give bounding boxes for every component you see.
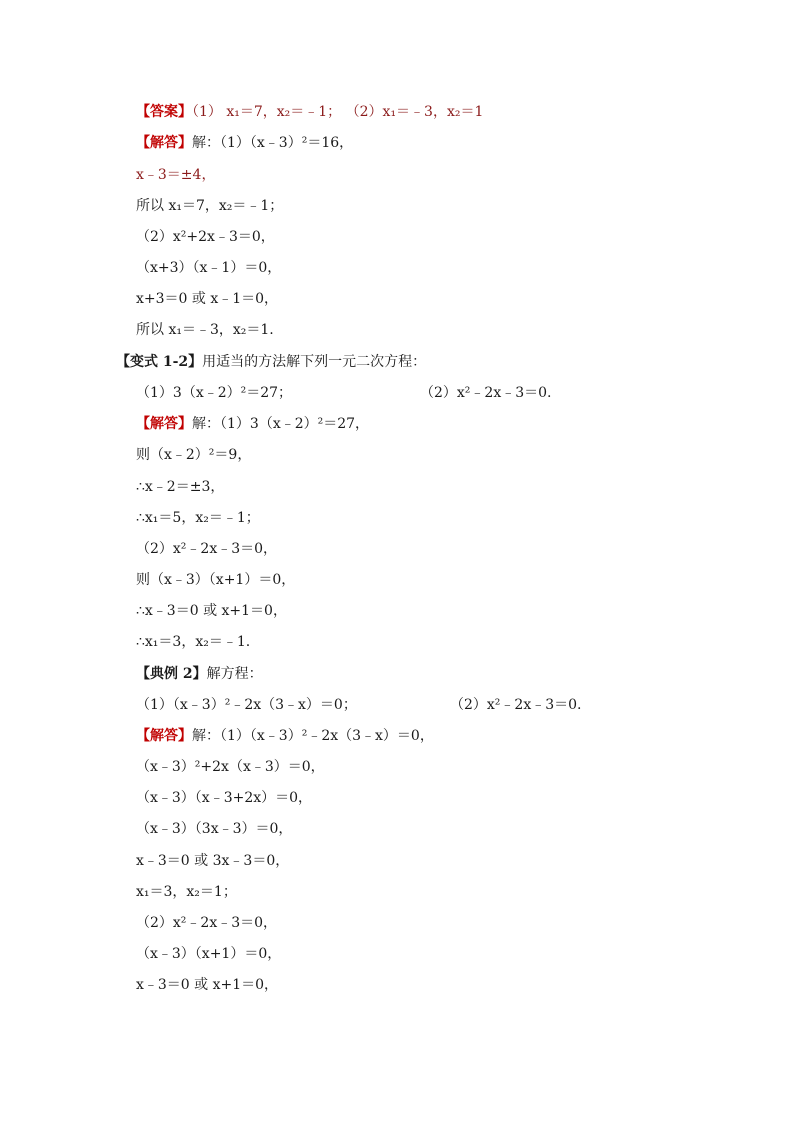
problem-1: （1）（x﹣3）²﹣2x（3﹣x）＝0； bbox=[136, 697, 357, 713]
equation-line: ∴x﹣3＝0 或 x+1＝0， bbox=[136, 603, 287, 619]
example-heading bbox=[136, 665, 263, 683]
solution-line bbox=[136, 134, 353, 152]
equation-line: （x﹣3）（3x﹣3）＝0， bbox=[136, 821, 293, 837]
equation-line: x﹣3＝0 或 3x﹣3＝0， bbox=[136, 853, 290, 869]
equation-line: ∴x﹣2＝±3， bbox=[136, 479, 225, 495]
solution-text: 解：（1）（x﹣3）²﹣2x（3﹣x）＝0， bbox=[192, 728, 434, 744]
equation-line: （x+3）（x﹣1）＝0， bbox=[136, 260, 282, 276]
equation-line: （2）x²﹣2x﹣3＝0， bbox=[136, 541, 278, 557]
answer-tag: 【答案】 bbox=[136, 104, 192, 120]
problem-2: （2）x²﹣2x﹣3＝0. bbox=[450, 697, 582, 713]
equation-line: x﹣3＝±4， bbox=[136, 167, 216, 183]
example-tag: 【典例 2】 bbox=[136, 666, 207, 682]
equation-line: 则（x﹣2）²＝9， bbox=[136, 447, 252, 463]
equation-line: （x﹣3）²+2x（x﹣3）＝0， bbox=[136, 759, 325, 775]
answer-text: （1） x₁＝7，x₂＝﹣1； （2）x₁＝﹣3，x₂＝1 bbox=[192, 104, 484, 120]
equation-line: （2）x²+2x﹣3＝0， bbox=[136, 229, 275, 245]
equation-line: ∴x₁＝3，x₂＝﹣1. bbox=[136, 634, 251, 650]
equation-line: （x﹣3）（x+1）＝0， bbox=[136, 946, 282, 962]
solution-line bbox=[136, 727, 434, 745]
equation-line: x₁＝3，x₂＝1； bbox=[136, 884, 237, 900]
equation-line: 则（x﹣3）（x+1）＝0， bbox=[136, 572, 296, 588]
problem-2: （2）x²﹣2x﹣3＝0. bbox=[420, 385, 552, 401]
solution-text: 解：（1）（x﹣3）²＝16， bbox=[192, 135, 354, 151]
equation-line: （x﹣3）（x﹣3+2x）＝0， bbox=[136, 790, 313, 806]
problem-line bbox=[136, 696, 696, 714]
solution-tag: 【解答】 bbox=[136, 728, 192, 744]
problem-line bbox=[136, 384, 696, 402]
equation-line: 所以 x₁＝﹣3，x₂＝1. bbox=[136, 322, 274, 338]
equation-line: （2）x²﹣2x﹣3＝0， bbox=[136, 915, 278, 931]
variant-heading bbox=[116, 353, 426, 371]
variant-tag: 【变式 1-2】 bbox=[116, 354, 203, 370]
solution-tag: 【解答】 bbox=[136, 135, 192, 151]
equation-line: x﹣3＝0 或 x+1＝0， bbox=[136, 977, 279, 993]
solution-line bbox=[136, 415, 369, 433]
solution-text: 解：（1）3（x﹣2）²＝27， bbox=[192, 416, 370, 432]
solution-tag: 【解答】 bbox=[136, 416, 192, 432]
problem-1: （1）3（x﹣2）²＝27； bbox=[136, 385, 293, 401]
answer-line bbox=[136, 103, 483, 121]
variant-prompt: 用适当的方法解下列一元二次方程： bbox=[202, 354, 427, 370]
equation-line: x+3＝0 或 x﹣1＝0， bbox=[136, 291, 279, 307]
example-prompt: 解方程： bbox=[206, 666, 263, 682]
equation-line: ∴x₁＝5，x₂＝﹣1； bbox=[136, 510, 260, 526]
equation-line: 所以 x₁＝7，x₂＝﹣1； bbox=[136, 198, 284, 214]
